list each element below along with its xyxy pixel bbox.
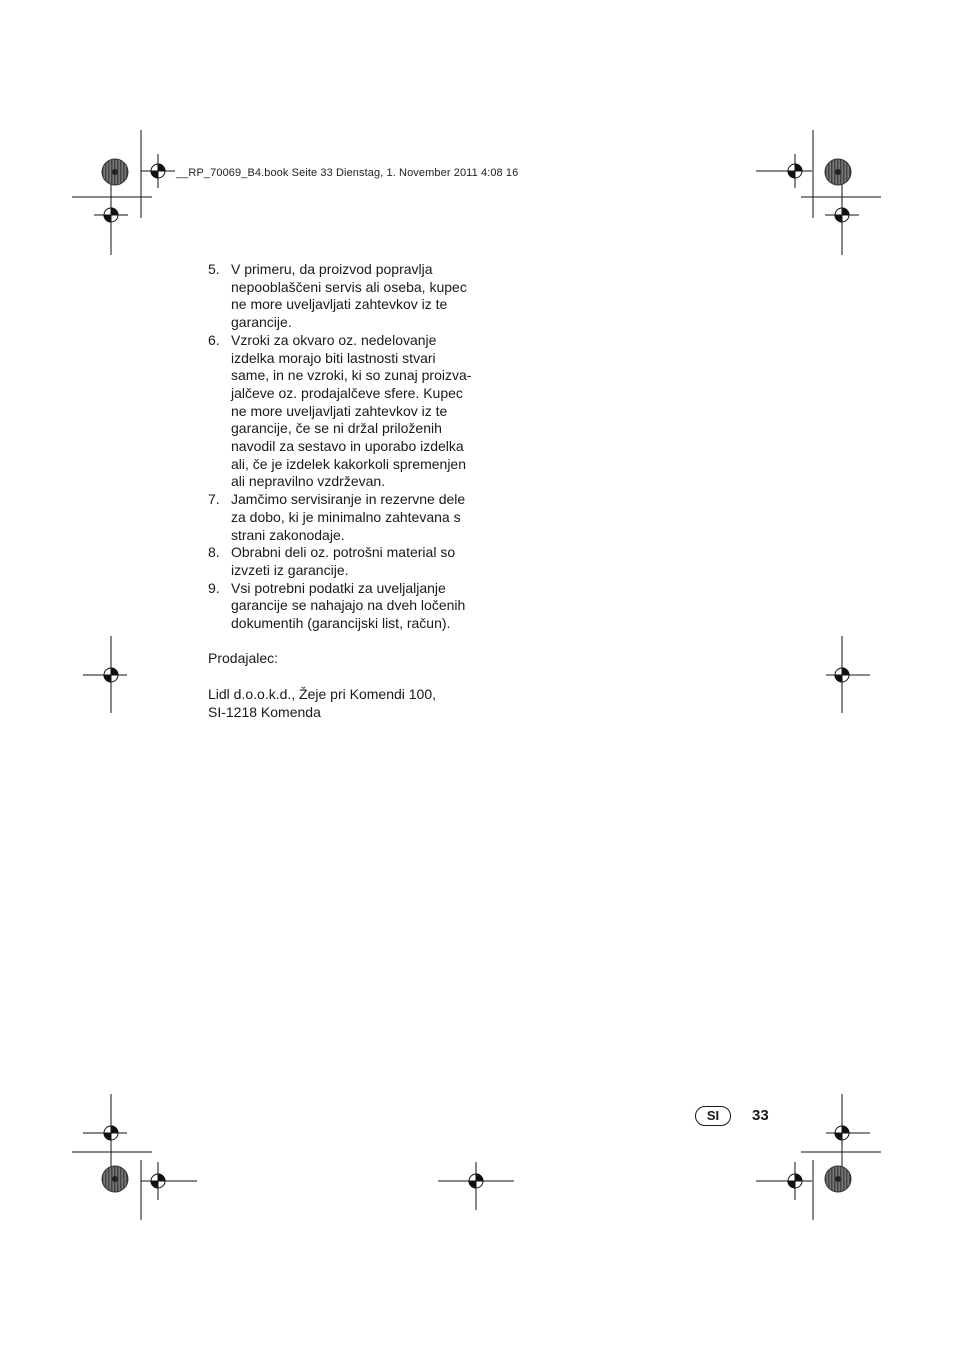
star-target-top-right: [825, 159, 851, 185]
text-line: ne more uveljavljati zahtevkov iz te: [231, 296, 448, 313]
registration-mark-bottom-center: [438, 1162, 514, 1210]
text-line: jalčeve oz. prodajalčeve sfere. Kupec: [231, 384, 463, 401]
text-line: Vsi potrebni podatki za uveljaljanje: [231, 579, 446, 596]
text-line: V primeru, da proizvod popravlja: [231, 261, 433, 277]
registration-mark-upper-left: [94, 178, 128, 255]
list-item-number: 8.: [208, 544, 220, 561]
text-line: garancije se nahajajo na dveh ločenih: [231, 597, 466, 614]
text-line: izvzeti iz garancije.: [231, 561, 349, 578]
list-item-number: 6.: [208, 331, 220, 348]
text-line: Vzroki za okvaro oz. nedelovanje: [231, 331, 437, 348]
text-line: Obrabni deli oz. potrošni material so: [231, 544, 456, 561]
list-item: [208, 261, 488, 332]
registration-mark-middle-left: [83, 636, 127, 713]
text-line: same, in ne vzroki, ki so zunaj proizva-: [231, 367, 472, 384]
text-line: garancije, če se ni držal priloženih: [231, 420, 442, 437]
list-item: [208, 580, 488, 633]
registration-mark-upper-right: [825, 178, 859, 255]
seller-label: Prodajalec:: [208, 650, 279, 667]
list-item: [208, 544, 488, 579]
text-line: dokumentih (garancijski list, račun).: [231, 615, 451, 632]
star-target-top-left: [102, 159, 128, 185]
text-line: za dobo, ki je minimalno zahtevana s: [231, 508, 461, 525]
registration-mark-top-right: [756, 154, 812, 188]
language-badge: SI: [695, 1106, 731, 1126]
registration-mark-top-left: [141, 154, 175, 188]
print-header: __RP_70069_B4.book Seite 33 Dienstag, 1. November 2011 4:08 16: [176, 167, 519, 179]
text-line: navodil za sestavo in uporabo izdelka: [231, 438, 464, 455]
list-item-text: [231, 332, 488, 491]
registration-mark-lower-left: [83, 1094, 127, 1172]
list-item-number: 7.: [208, 491, 220, 508]
star-target-bottom-left: [102, 1166, 128, 1192]
registration-mark-middle-right: [826, 636, 870, 713]
list-item-text: [231, 491, 488, 544]
text-line: ali, če je izdelek kakorkoli spremenjen: [231, 455, 466, 472]
text-line: nepooblaščeni servis ali oseba, kupec: [231, 278, 467, 295]
list-item: [208, 491, 488, 544]
registration-mark-bottom-left: [141, 1162, 197, 1200]
warranty-conditions-list: [208, 261, 488, 633]
list-item: [208, 332, 488, 491]
text-line: garancije.: [231, 314, 292, 331]
star-target-bottom-right: [825, 1166, 851, 1192]
text-line: strani zakonodaje.: [231, 526, 345, 543]
text-line: ali nepravilno vzdrževan.: [231, 473, 386, 490]
list-item-number: 9.: [208, 579, 220, 596]
list-item-text: [231, 580, 488, 633]
text-line: Jamčimo servisiranje in rezervne dele: [231, 491, 466, 508]
text-line: ne more uveljavljati zahtevkov iz te: [231, 402, 448, 419]
seller-address: [208, 686, 488, 721]
page-content: [208, 261, 488, 721]
address-line: Lidl d.o.o.k.d., Žeje pri Komendi 100,: [208, 685, 437, 702]
registration-mark-lower-right: [826, 1094, 870, 1172]
page-number: 33: [752, 1107, 769, 1124]
address-line: SI-1218 Komenda: [208, 703, 321, 720]
list-item-text: [231, 261, 488, 332]
text-line: izdelka morajo biti lastnosti stvari: [231, 349, 436, 366]
registration-mark-bottom-right: [756, 1162, 812, 1200]
list-item-number: 5.: [208, 261, 220, 277]
list-item-text: [231, 544, 488, 579]
